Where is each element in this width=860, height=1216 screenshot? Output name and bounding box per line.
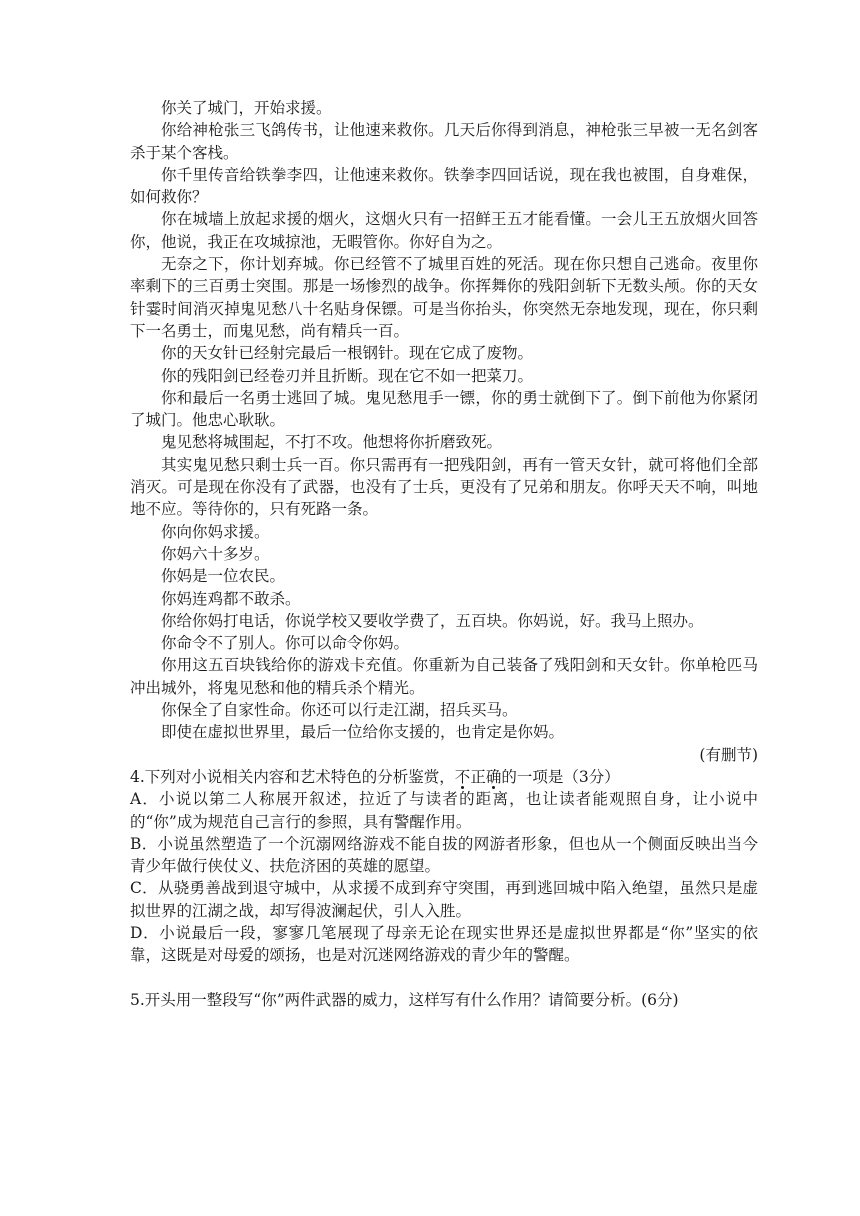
- story-paragraph: 你命令不了别人。你可以命令你妈。: [161, 634, 410, 653]
- emphasis-char: 确: [485, 767, 502, 786]
- story-paragraph: 你用这五百块钱给你的游戏卡充值。你重新为自己装备了残阳剑和天女针。你单枪匹马冲出城外，将鬼见愁和他的精兵杀个精光。: [130, 656, 758, 697]
- option-c: C．从骁勇善战到退守城中，从求援不成到弃守突围，再到逃回城中陷入绝望，虽然只是虚拟世界的江湖之战，却写得波澜起伏，引人入胜。: [130, 879, 758, 920]
- option-b: B．小说虽然塑造了一个沉溺网络游戏不能自拔的网游者形象，但也从一个侧面反映出当今青少年做行侠仗义、扶危济困的英雄的愿望。: [130, 834, 758, 876]
- story-paragraph: 你妈是一位农民。: [161, 567, 286, 586]
- story-paragraph: 你向你妈求援。: [161, 522, 270, 541]
- story-paragraph: 你的残阳剑已经卷刃并且折断。现在它不如一把菜刀。: [161, 366, 534, 385]
- story-paragraph: 你给神枪张三飞鸽传书，让他速来救你。几天后你得到消息，神枪张三早被一无名剑客杀于某个客栈。: [130, 121, 758, 162]
- question-4: [130, 766, 758, 967]
- story-paragraph: 你千里传音给铁拳李四，让他速来救你。铁拳李四回话说，现在我也被围，自身难保，如何救你？: [130, 165, 758, 207]
- question-4-stem: [130, 766, 758, 788]
- story-paragraph: 你妈连鸡都不敢杀。: [161, 589, 301, 608]
- story-paragraph: 你和最后一名勇士逃回了城。鬼见愁甩手一镖，你的勇士就倒下了。倒下前他为你紧闭了城门。他忠心耿耿。: [130, 388, 758, 430]
- question-5-text: 5.开头用一整段写“你”两件武器的威力，这样写有什么作用？请简要分析。(6分): [130, 990, 679, 1009]
- story-paragraph: 其实鬼见愁只剩士兵一百。你只需再有一把残阳剑，再有一管天女针，就可将他们全部消灭。可是现在你没有了武器，也没有了士兵，更没有了兄弟和朋友。你呼天天不响，叫地地不应。等待你的，只有死路一条。: [130, 455, 758, 519]
- story-paragraph: 你关了城门，开始求援。: [161, 99, 332, 117]
- story-paragraph: 你的天女针已经射完最后一根钢针。现在它成了废物。: [161, 344, 534, 363]
- abridged-note: (有删节): [699, 745, 758, 764]
- story-body: [130, 97, 758, 766]
- story-paragraph: 即使在虚拟世界里，最后一位给你支援的，也肯定是你妈。: [161, 723, 565, 742]
- story-paragraph: 你给你妈打电话，你说学校又要收学费了，五百块。你妈说，好。我马上照办。: [161, 611, 704, 630]
- question-4-stem-end: 的一项是（3分）: [501, 767, 620, 786]
- option-a: A．小说以第二人称展开叙述，拉近了与读者的距离，也让读者能观照自身，让小说中的“你”成为规范自己言行的参照，具有警醒作用。: [130, 790, 758, 831]
- story-paragraph: 鬼见愁将城围起，不打不攻。他想将你折磨致死。: [161, 433, 503, 452]
- document-page: [130, 97, 758, 1011]
- emphasis-char: 不: [454, 767, 471, 786]
- story-paragraph: 无奈之下，你计划弃城。你已经管不了城里百姓的死活。现在你只想自己逃命。夜里你率剩下的三百勇士突围。那是一场惨烈的战争。你挥舞你的残阳剑斩下无数头颅。你的天女针霎时间消灭掉鬼见愁八十名贴身保镖。可是当你抬头，你突然无奈地发现，现在，你只剩下一名勇士，而鬼见愁，尚有精兵一百。: [130, 255, 758, 340]
- story-paragraph: 你保全了自家性命。你还可以行走江湖，招兵买马。: [161, 701, 518, 720]
- option-d: D．小说最后一段，寥寥几笔展现了母亲无论在现实世界还是虚拟世界都是“你”坚实的依靠，这既是对母爱的颂扬，也是对沉迷网络游戏的青少年的警醒。: [130, 923, 758, 965]
- spacer: [130, 967, 758, 989]
- question-5: [130, 989, 758, 1011]
- story-paragraph: 你在城墙上放起求援的烟火，这烟火只有一招鲜王五才能看懂。一会儿王五放烟火回答你，他说，我正在攻城掠池，无暇管你。你好自为之。: [130, 210, 758, 251]
- question-4-stem-mid: 正: [470, 767, 486, 786]
- story-paragraph: 你妈六十多岁。: [161, 544, 270, 563]
- question-4-stem-start: 4.下列对小说相关内容和艺术特色的分析鉴赏，: [130, 767, 455, 786]
